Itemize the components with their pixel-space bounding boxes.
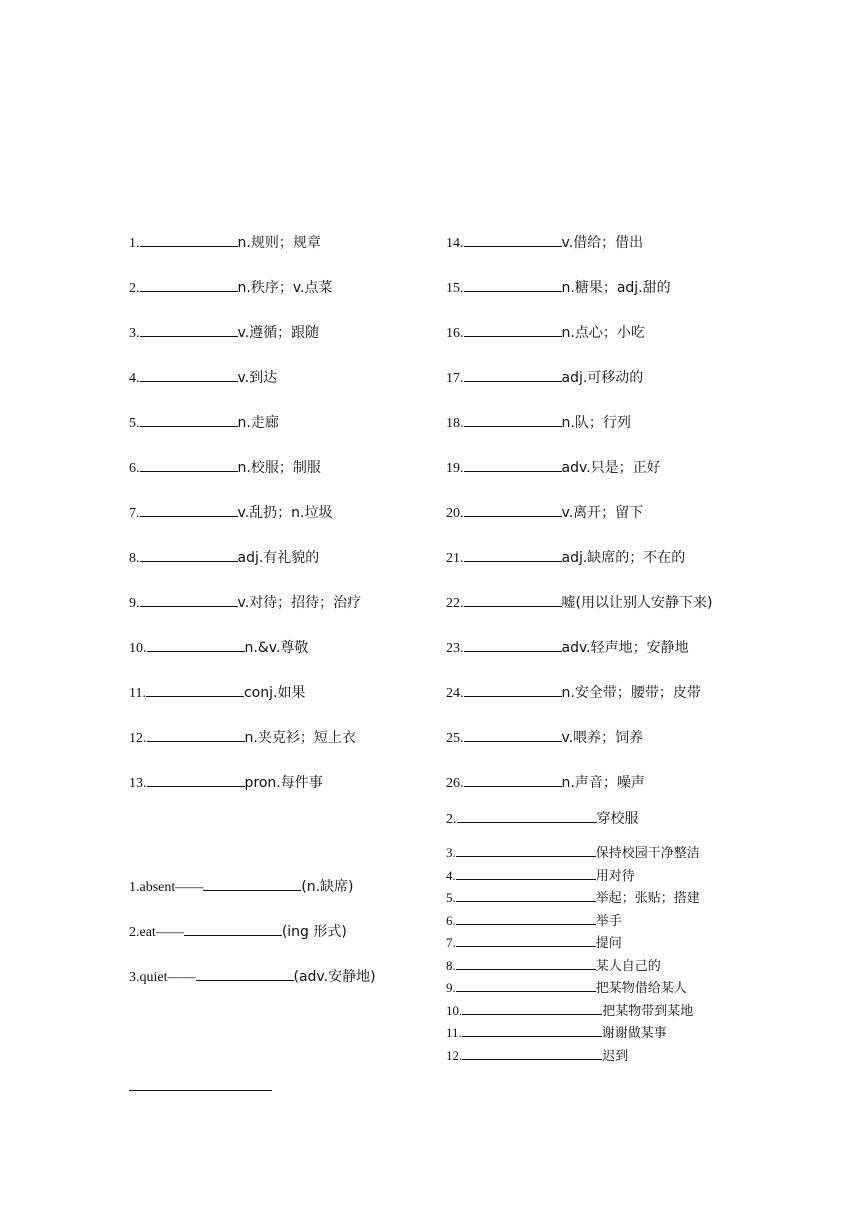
- item-number: 11.: [446, 1025, 462, 1040]
- answer-blank[interactable]: [456, 867, 596, 880]
- answer-blank[interactable]: [464, 729, 562, 742]
- answer-blank[interactable]: [140, 234, 238, 247]
- vocab-item: [446, 367, 643, 387]
- item-meaning: 举手: [595, 913, 622, 929]
- item-meaning: 迟到: [602, 1048, 629, 1064]
- vocab-item: [129, 232, 321, 252]
- item-number: 9.: [446, 980, 456, 995]
- item-meaning: 穿校服: [596, 811, 639, 827]
- vocab-item: [129, 547, 319, 567]
- answer-blank[interactable]: [140, 324, 238, 337]
- item-number: 7.: [129, 506, 140, 521]
- answer-blank[interactable]: [456, 934, 596, 947]
- item-number: 1.: [129, 236, 140, 251]
- item-number: 10.: [446, 1002, 463, 1018]
- item-meaning: n.糖果；adj.甜的: [561, 280, 671, 296]
- item-meaning: 举起；张贴；搭建: [595, 891, 700, 906]
- answer-blank[interactable]: [462, 1024, 602, 1037]
- item-number: 14.: [446, 236, 464, 251]
- item-number: 4.: [446, 867, 456, 883]
- vocab-item: [129, 682, 305, 702]
- item-meaning: 把某物带到某地: [602, 1003, 694, 1019]
- item-number: 23.: [446, 641, 464, 656]
- item-meaning: adv.轻声地；安静地: [561, 640, 689, 656]
- item-number: 20.: [446, 506, 464, 521]
- item-number: 8.: [446, 957, 456, 973]
- item-meaning: 把某物借给某人: [595, 981, 687, 996]
- word-form-hint: (ing 形式): [281, 924, 347, 940]
- vocab-item: [446, 637, 689, 657]
- answer-blank[interactable]: [147, 729, 245, 742]
- item-meaning: n.点心；小吃: [561, 325, 645, 341]
- answer-blank[interactable]: [140, 369, 238, 382]
- vocab-item: [446, 412, 631, 432]
- answer-blank[interactable]: [464, 414, 562, 427]
- vocab-item: [446, 592, 712, 612]
- item-meaning: n.队；行列: [561, 415, 631, 431]
- answer-blank[interactable]: [464, 549, 562, 562]
- item-number: 7.: [446, 935, 456, 950]
- item-number: 13.: [129, 776, 147, 791]
- vocab-item: [129, 637, 308, 657]
- vocab-item: [129, 412, 279, 432]
- answer-blank[interactable]: [147, 774, 245, 787]
- item-meaning: 谢谢做某事: [601, 1026, 667, 1041]
- vocab-item: [129, 727, 356, 747]
- item-number: 26.: [446, 776, 464, 791]
- vocab-item: [129, 457, 321, 477]
- phrase-item: [446, 1022, 667, 1041]
- answer-blank[interactable]: [464, 639, 562, 652]
- item-meaning: n.安全带；腰带；皮带: [561, 685, 701, 701]
- item-number: 5.: [129, 416, 140, 431]
- page-title: [0, 115, 860, 136]
- item-number: 5.: [446, 890, 456, 905]
- answer-blank[interactable]: [464, 774, 562, 787]
- vocab-item: [446, 547, 685, 567]
- phrase-item: [446, 887, 700, 906]
- answer-blank[interactable]: [464, 504, 562, 517]
- answer-blank[interactable]: [147, 639, 245, 652]
- item-meaning: n.校服；制服: [237, 460, 321, 476]
- answer-blank[interactable]: [140, 549, 238, 562]
- item-number: 8.: [129, 551, 140, 566]
- answer-blank[interactable]: [464, 684, 562, 697]
- word-form-prefix: 1.absent——: [129, 880, 204, 895]
- word-form-hint: (n.缺席): [301, 879, 354, 895]
- vocab-item: [129, 772, 323, 792]
- item-number: 25.: [446, 731, 464, 746]
- item-meaning: 提问: [595, 936, 622, 951]
- item-number: 15.: [446, 281, 464, 296]
- item-meaning: n.夹克衫；短上衣: [244, 730, 356, 746]
- word-form-item: [129, 966, 376, 986]
- item-meaning: conj.如果: [243, 685, 306, 701]
- item-number: 12.: [446, 1047, 463, 1063]
- item-number: 6.: [129, 461, 140, 476]
- phrase-item: [446, 1045, 628, 1064]
- item-meaning: v.离开；留下: [561, 505, 644, 521]
- item-number: 18.: [446, 416, 464, 431]
- word-form-hint: (adv.安静地): [293, 969, 376, 985]
- item-number: 3.: [129, 326, 140, 341]
- phrase-item: [446, 932, 622, 951]
- word-form-item: [129, 876, 354, 896]
- item-meaning: n.秩序；v.点菜: [237, 280, 333, 296]
- phrase-item: [129, 1078, 272, 1096]
- item-number: 10.: [129, 641, 147, 656]
- vocab-item: [129, 277, 332, 297]
- vocab-item: [129, 502, 332, 522]
- word-form-prefix: 2.eat——: [129, 925, 184, 940]
- vocab-item: [446, 457, 661, 477]
- item-meaning: v.借给；借出: [561, 235, 644, 251]
- answer-blank[interactable]: [146, 684, 244, 697]
- item-meaning: v.遵循；跟随: [237, 325, 320, 341]
- vocab-item: [129, 367, 277, 387]
- vocab-item: [446, 682, 701, 702]
- vocab-item: [129, 322, 319, 342]
- answer-blank[interactable]: [464, 369, 562, 382]
- item-number: 9.: [129, 596, 140, 611]
- vocab-item: [446, 277, 671, 297]
- item-meaning: v.到达: [237, 370, 278, 386]
- answer-blank[interactable]: [184, 923, 282, 936]
- item-meaning: adj.有礼貌的: [237, 550, 320, 566]
- phrase-item: [446, 977, 687, 996]
- answer-blank[interactable]: [464, 279, 562, 292]
- answer-blank[interactable]: [464, 234, 562, 247]
- section-title: [0, 151, 860, 168]
- phrase-item: [446, 910, 622, 929]
- phrase-item: [446, 865, 635, 884]
- item-meaning: adv.只是；正好: [561, 460, 661, 476]
- item-number: 19.: [446, 461, 464, 476]
- vocab-item: [446, 772, 645, 792]
- answer-blank[interactable]: [462, 1002, 602, 1015]
- item-meaning: n.规则；规章: [237, 235, 321, 251]
- item-meaning: v.喂养；饲养: [561, 730, 644, 746]
- item-meaning: adj.缺席的；不在的: [561, 550, 686, 566]
- answer-blank[interactable]: [456, 844, 596, 857]
- item-meaning: 某人自己的: [595, 958, 661, 974]
- phrase-item: [446, 808, 639, 828]
- answer-blank[interactable]: [456, 979, 596, 992]
- item-number: 3.: [446, 845, 456, 860]
- item-number: 21.: [446, 551, 464, 566]
- item-meaning: n.走廊: [237, 415, 279, 431]
- answer-blank[interactable]: [456, 889, 596, 902]
- item-meaning: n.声音；噪声: [561, 775, 645, 791]
- answer-blank[interactable]: [140, 504, 238, 517]
- item-number: 2.: [129, 281, 140, 296]
- vocab-item: [446, 322, 645, 342]
- vocab-item: [446, 232, 643, 252]
- answer-blank[interactable]: [203, 878, 301, 891]
- answer-blank[interactable]: [140, 459, 238, 472]
- answer-blank[interactable]: [456, 912, 596, 925]
- phrase-item: [446, 1000, 693, 1019]
- answer-blank[interactable]: [129, 1078, 272, 1091]
- item-meaning: n.&v.尊敬: [244, 640, 309, 656]
- item-number: 22.: [446, 596, 464, 611]
- answer-blank[interactable]: [456, 957, 596, 970]
- phrase-item: [446, 955, 661, 974]
- vocab-item: [446, 502, 643, 522]
- item-meaning: 用对待: [595, 868, 635, 884]
- item-meaning: 嘘(用以让别人安静下来): [561, 595, 713, 611]
- answer-blank[interactable]: [464, 324, 562, 337]
- item-number: 2.: [446, 812, 457, 827]
- item-meaning: pron.每件事: [244, 775, 323, 791]
- answer-blank[interactable]: [140, 414, 238, 427]
- item-number: 11.: [129, 686, 146, 701]
- answer-blank[interactable]: [457, 810, 597, 823]
- item-meaning: 保持校园干净整洁: [595, 846, 700, 861]
- item-meaning: adj.可移动的: [561, 370, 644, 386]
- item-number: 6.: [446, 912, 456, 928]
- answer-blank[interactable]: [140, 279, 238, 292]
- item-number: 24.: [446, 686, 464, 701]
- answer-blank[interactable]: [140, 594, 238, 607]
- phrase-item: [446, 842, 700, 861]
- answer-blank[interactable]: [196, 968, 294, 981]
- item-number: 12.: [129, 731, 147, 746]
- item-number: 4.: [129, 371, 140, 386]
- word-form-prefix: 3.quiet——: [129, 970, 196, 985]
- word-form-item: [129, 921, 347, 941]
- item-meaning: v.乱扔；n.垃圾: [237, 505, 333, 521]
- answer-blank[interactable]: [464, 459, 562, 472]
- item-meaning: v.对待；招待；治疗: [237, 595, 362, 611]
- item-number: 16.: [446, 326, 464, 341]
- vocab-item: [129, 592, 361, 612]
- answer-blank[interactable]: [462, 1047, 602, 1060]
- vocab-item: [446, 727, 643, 747]
- item-number: 17.: [446, 371, 464, 386]
- answer-blank[interactable]: [464, 594, 562, 607]
